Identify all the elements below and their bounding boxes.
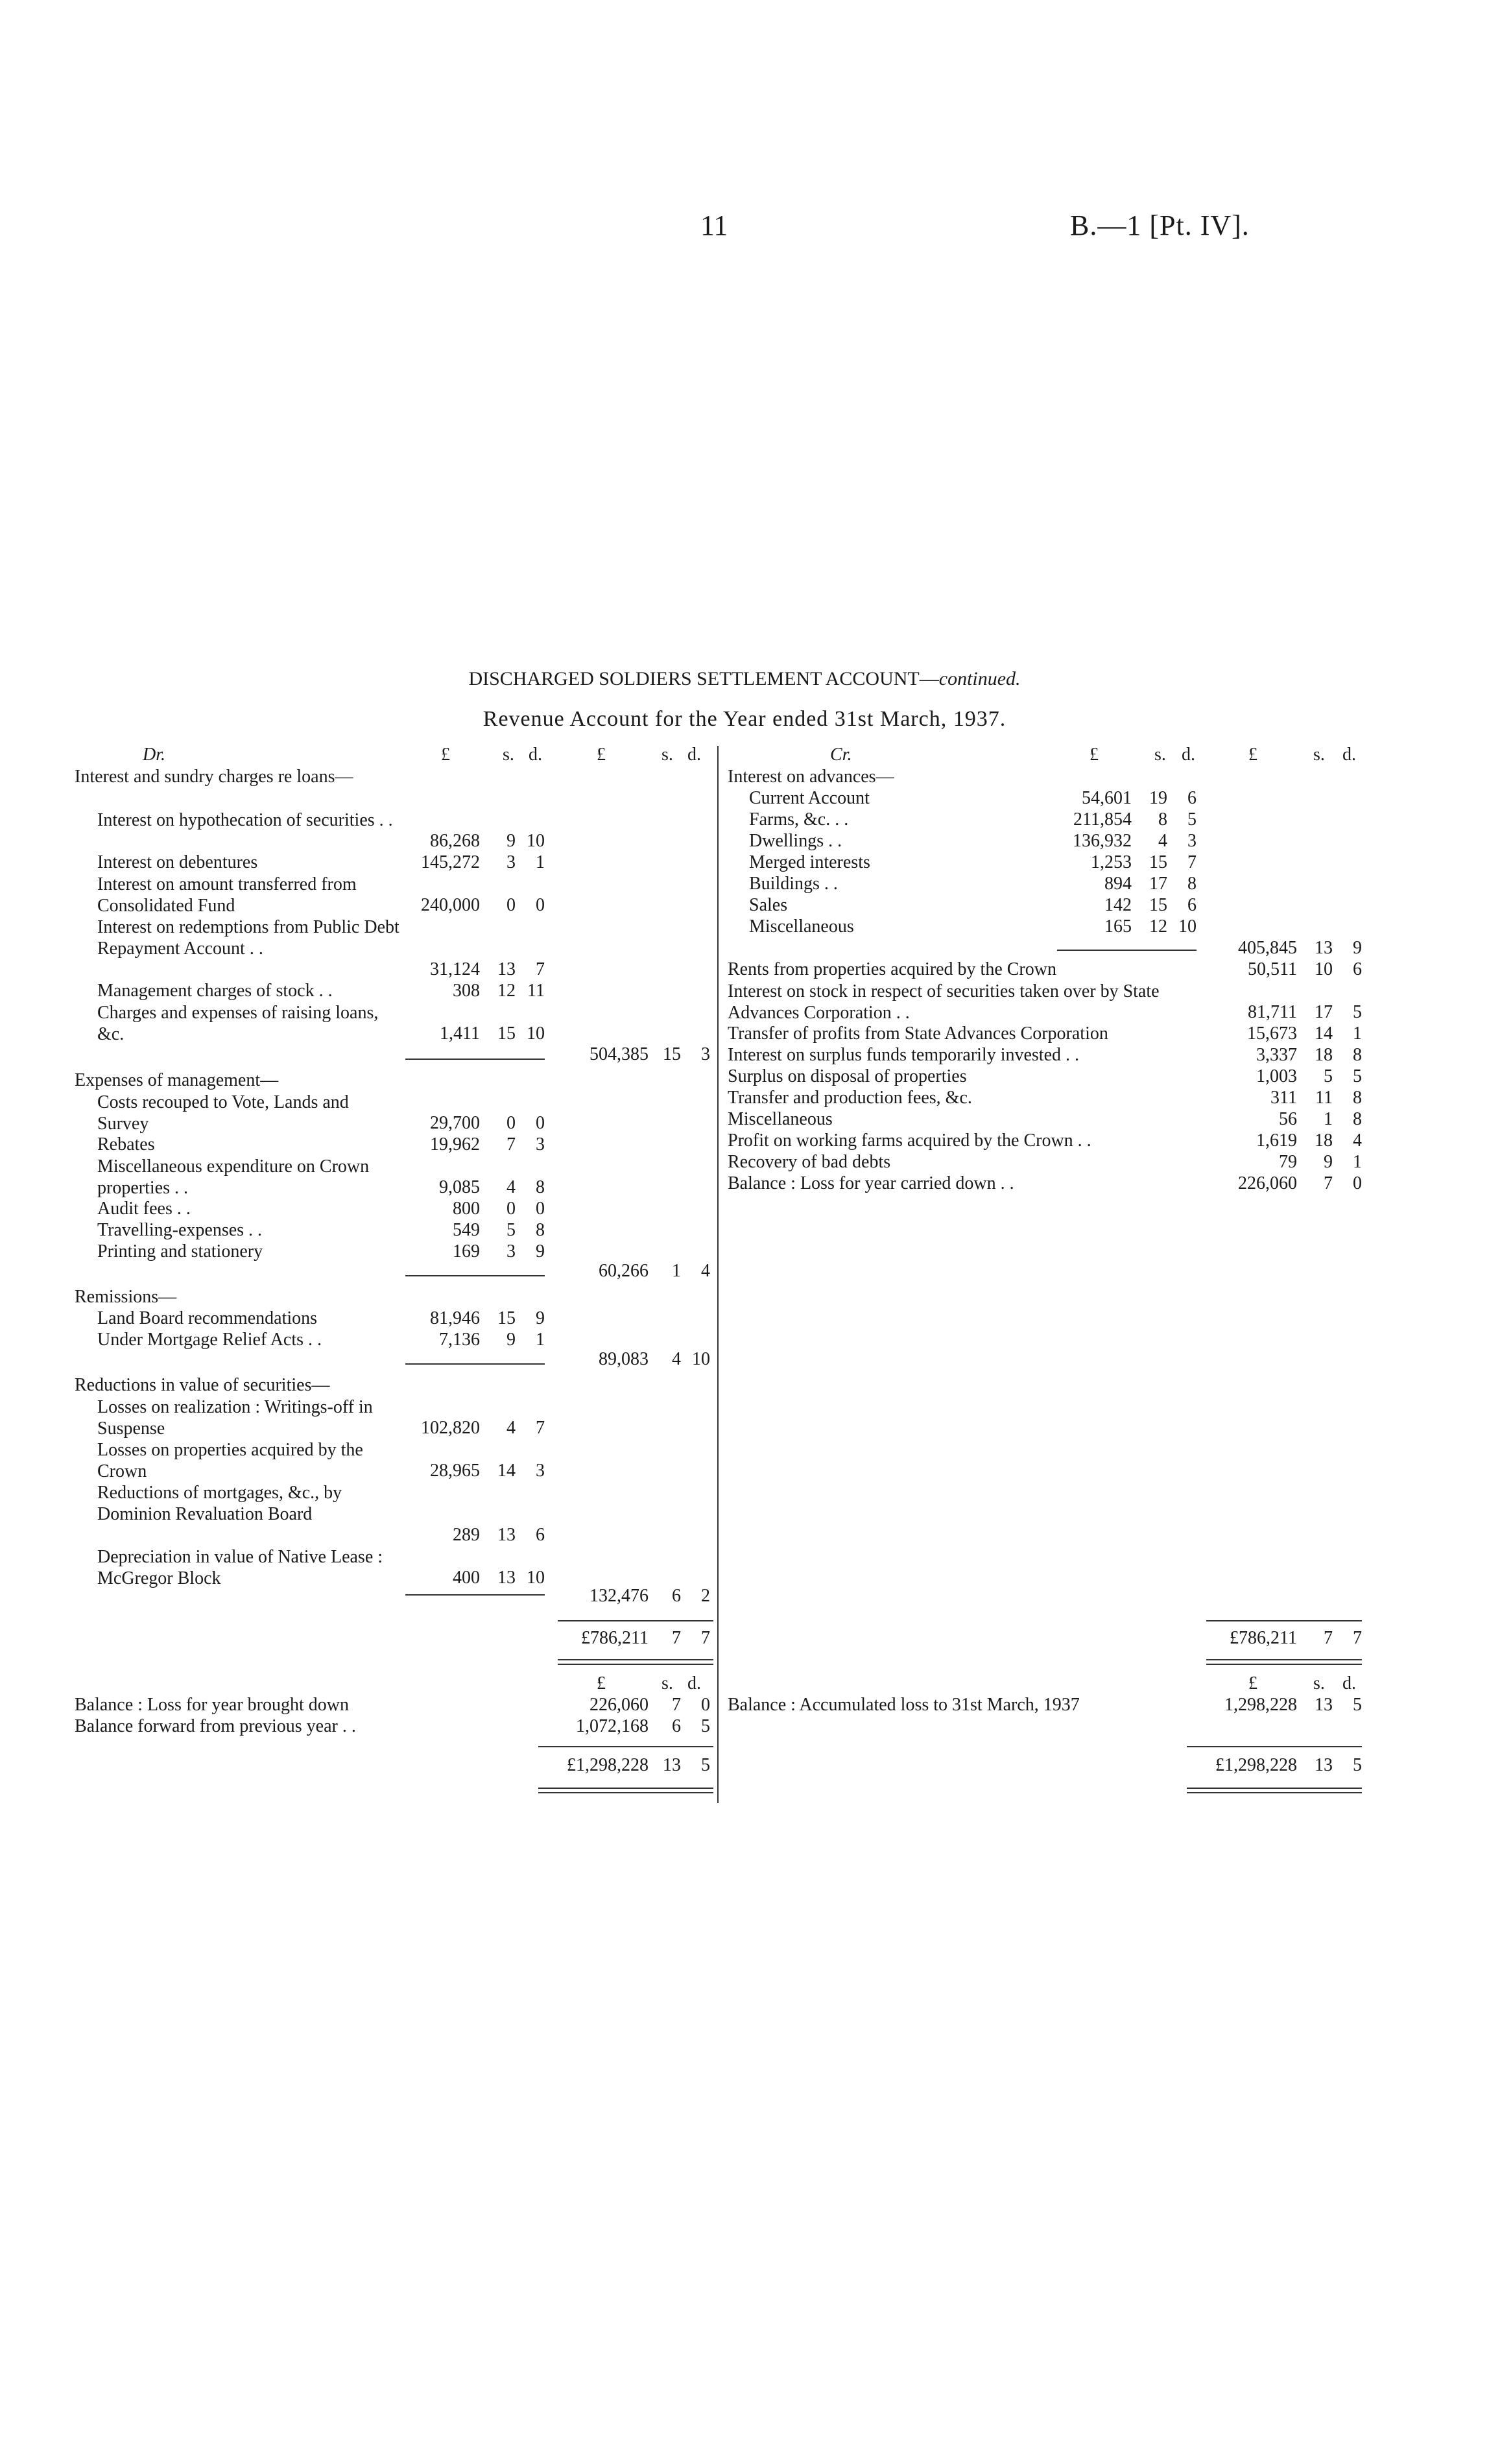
debit-pence: 9: [536, 1308, 545, 1328]
credit-pence: 5: [1353, 1066, 1362, 1086]
account-title: [0, 668, 1489, 690]
balance-debit-pounds: 226,060: [590, 1695, 649, 1715]
account-title-text: DISCHARGED SOLDIERS SETTLEMENT ACCOUNT—: [468, 668, 939, 689]
debit-shillings: 13: [497, 1525, 516, 1545]
debit-item: Depreciation in value of Native Lease : McGregor Block: [97, 1547, 383, 1588]
credit-pounds: 79: [1279, 1152, 1297, 1172]
debit-pence: 11: [527, 981, 545, 1001]
credit-pounds: 50,511: [1248, 959, 1297, 979]
credit-pence: 8: [1187, 874, 1197, 894]
credit-item: Merged interests: [749, 852, 870, 872]
debit-pounds: 289: [453, 1525, 480, 1545]
revenue-account-title: Revenue Account for the Year ended 31st March, 1937.: [482, 707, 1007, 731]
debit-shillings: 4: [506, 1418, 516, 1438]
credit-pounds: 1,253: [1091, 852, 1132, 872]
debit-group-interest: Interest and sundry charges re loans—: [75, 767, 353, 787]
debit-pounds: 7,136: [439, 1330, 480, 1350]
credit-item: Balance : Loss for year carried down . .: [728, 1173, 1014, 1193]
debit-item: Miscellaneous expenditure on Crown properties . .: [97, 1156, 370, 1198]
debit-shillings: 3: [506, 1241, 516, 1262]
credit-grand-total-pence: 7: [1353, 1628, 1362, 1648]
balance-credit-total-pounds: £1,298,228: [1215, 1755, 1297, 1775]
debit-pounds: 800: [453, 1199, 480, 1219]
pound-header: £: [1090, 745, 1099, 765]
pound-header: £: [441, 745, 450, 765]
credit-subtotal-shillings: 13: [1315, 938, 1333, 958]
debit-subtotal-pence: 3: [701, 1044, 710, 1064]
credit-shillings: 14: [1315, 1023, 1333, 1044]
d-header: d.: [687, 745, 701, 765]
balance-debit-total-pence: 5: [701, 1755, 710, 1775]
debit-item: Rebates: [97, 1134, 155, 1154]
dr-header: Dr.: [143, 745, 166, 765]
total-double-rule: [558, 1659, 713, 1665]
credit-pounds: 211,854: [1073, 809, 1132, 830]
total-double-rule: [1206, 1659, 1362, 1665]
credit-grand-total-shillings: 7: [1324, 1628, 1333, 1648]
credit-pounds: 54,601: [1082, 788, 1132, 808]
debit-item: Losses on realization : Writings-off in Suspense: [97, 1397, 373, 1439]
credit-pence: 6: [1353, 959, 1362, 979]
debit-item: Printing and stationery: [97, 1241, 263, 1262]
document-reference: B.—1 [Pt. IV].: [1070, 209, 1250, 241]
credit-group-advances: Interest on advances—: [728, 767, 894, 787]
subtotal-rule: [405, 1059, 545, 1060]
credit-pounds: 165: [1104, 916, 1132, 937]
debit-shillings: 12: [497, 981, 516, 1001]
debit-item: Reductions of mortgages, &c., by Dominion Revaluation Board: [97, 1483, 342, 1524]
credit-item: Surplus on disposal of properties: [728, 1066, 967, 1086]
debit-pence: 1: [536, 852, 545, 872]
cr-header: Cr.: [830, 745, 852, 765]
credit-pence: 6: [1187, 895, 1197, 915]
debit-subtotal-pounds: 504,385: [590, 1044, 649, 1064]
credit-shillings: 17: [1149, 874, 1167, 894]
credit-pounds: 142: [1104, 895, 1132, 915]
d-header: d.: [687, 1673, 701, 1693]
debit-pounds: 145,272: [421, 852, 480, 872]
debit-item: Land Board recommendations: [97, 1308, 318, 1328]
debit-item: Interest on amount transferred from Consolidated Fund: [97, 874, 357, 916]
debit-subtotal-pence: 4: [701, 1261, 710, 1281]
account-title-continued: continued.: [938, 668, 1021, 689]
balance-debit-total-pounds: £1,298,228: [567, 1755, 649, 1775]
debit-shillings: 9: [506, 831, 516, 851]
credit-item: Current Account: [749, 788, 870, 808]
subtotal-rule: [405, 1594, 545, 1596]
debit-pence: 10: [527, 1023, 545, 1044]
debit-pence: 10: [527, 831, 545, 851]
balance-debit-shillings: 7: [672, 1695, 681, 1715]
debit-pounds: 1,411: [440, 1023, 480, 1044]
credit-pounds: 311: [1270, 1088, 1297, 1108]
credit-pounds: 1,003: [1256, 1066, 1297, 1086]
credit-pounds: 56: [1279, 1109, 1297, 1129]
balance-debit-item: Balance : Loss for year brought down: [75, 1695, 349, 1715]
balance-credit-pence: 5: [1353, 1695, 1362, 1715]
debit-group-remissions: Remissions—: [75, 1287, 177, 1307]
debit-subtotal-shillings: 1: [672, 1261, 681, 1281]
debit-pounds: 9,085: [439, 1177, 480, 1197]
debit-item: Losses on properties acquired by the Crown: [97, 1440, 363, 1481]
debit-pence: 1: [536, 1330, 545, 1350]
credit-shillings: 19: [1149, 788, 1167, 808]
debit-shillings: 15: [497, 1308, 516, 1328]
credit-shillings: 18: [1315, 1045, 1333, 1065]
credit-pence: 4: [1353, 1130, 1362, 1151]
debit-pounds: 29,700: [430, 1113, 480, 1133]
credit-item: Miscellaneous: [728, 1109, 833, 1129]
credit-shillings: 17: [1315, 1002, 1333, 1022]
debit-pence: 7: [536, 959, 545, 979]
debit-pence: 9: [536, 1241, 545, 1262]
debit-pounds: 169: [453, 1241, 480, 1262]
debit-group-reductions: Reductions in value of securities—: [75, 1375, 330, 1395]
credit-pence: 7: [1187, 852, 1197, 872]
s-header: s.: [1313, 745, 1325, 765]
credit-pence: 8: [1353, 1109, 1362, 1129]
d-header: d.: [1342, 1673, 1356, 1693]
balance-credit-total-shillings: 13: [1315, 1755, 1333, 1775]
debit-item: Audit fees . .: [97, 1199, 191, 1219]
balance-credit-shillings: 13: [1315, 1695, 1333, 1715]
debit-shillings: 13: [497, 1568, 516, 1588]
credit-shillings: 15: [1149, 895, 1167, 915]
credit-subtotal-pounds: 405,845: [1238, 938, 1297, 958]
total-rule: [558, 1620, 713, 1621]
debit-subtotal-pence: 2: [701, 1586, 710, 1606]
credit-pounds: 1,619: [1256, 1130, 1297, 1151]
debit-pence: 0: [536, 1113, 545, 1133]
debit-pence: 3: [536, 1461, 545, 1481]
balance-credit-total-pence: 5: [1353, 1755, 1362, 1775]
balance-debit-pence: 0: [701, 1695, 710, 1715]
subtotal-rule: [405, 1363, 545, 1365]
balance-credit-item: Balance : Accumulated loss to 31st March, 1937: [728, 1695, 1080, 1715]
credit-item: Sales: [749, 895, 788, 915]
debit-pounds: 86,268: [430, 831, 480, 851]
debit-pence: 0: [536, 1199, 545, 1219]
credit-shillings: 12: [1149, 916, 1167, 937]
debit-group-expenses: Expenses of management—: [75, 1070, 279, 1090]
credit-pence: 5: [1353, 1002, 1362, 1022]
credit-pence: 10: [1178, 916, 1197, 937]
total-rule: [538, 1746, 713, 1747]
debit-pence: 7: [536, 1418, 545, 1438]
credit-pounds: 226,060: [1238, 1173, 1297, 1193]
credit-item: Interest on surplus funds temporarily invested . .: [728, 1045, 1080, 1065]
credit-item: Recovery of bad debts: [728, 1152, 891, 1172]
debit-shillings: 3: [506, 852, 516, 872]
d-header: d.: [1182, 745, 1195, 765]
debit-subtotal-pounds: 132,476: [590, 1586, 649, 1606]
credit-item: Miscellaneous: [749, 916, 854, 937]
column-divider: [717, 746, 719, 1803]
debit-item: Interest on debentures: [97, 852, 258, 872]
debit-shillings: 4: [506, 1177, 516, 1197]
pound-header: £: [1248, 1673, 1257, 1693]
debit-pence: 10: [527, 1568, 545, 1588]
credit-item: Interest on stock in respect of securities taken over by State Advances Corporation . .: [728, 981, 1160, 1023]
debit-item: Costs recouped to Vote, Lands and Survey: [97, 1092, 349, 1134]
credit-pounds: 894: [1104, 874, 1132, 894]
credit-item: Farms, &c. . .: [749, 809, 849, 830]
debit-shillings: 9: [506, 1330, 516, 1350]
s-header: s.: [503, 745, 514, 765]
balance-debit-total-shillings: 13: [663, 1755, 681, 1775]
debit-shillings: 15: [497, 1023, 516, 1044]
debit-item: Travelling-expenses . .: [97, 1220, 263, 1240]
credit-pounds: 136,932: [1073, 831, 1132, 851]
debit-shillings: 7: [506, 1134, 516, 1154]
total-double-rule: [1187, 1788, 1362, 1793]
debit-grand-total-pence: 7: [701, 1628, 710, 1648]
debit-pounds: 549: [453, 1220, 480, 1240]
debit-pounds: 308: [453, 981, 480, 1001]
credit-pounds: 15,673: [1247, 1023, 1297, 1044]
d-header: d.: [1342, 745, 1356, 765]
balance-debit-shillings: 6: [672, 1716, 681, 1736]
debit-subtotal-shillings: 4: [672, 1349, 681, 1369]
debit-pounds: 240,000: [421, 895, 480, 915]
s-header: s.: [1154, 745, 1166, 765]
total-double-rule: [538, 1788, 713, 1793]
debit-subtotal-shillings: 6: [672, 1586, 681, 1606]
credit-item: Transfer and production fees, &c.: [728, 1088, 972, 1108]
credit-shillings: 1: [1324, 1109, 1333, 1129]
credit-pence: 1: [1353, 1152, 1362, 1172]
debit-shillings: 0: [506, 895, 516, 915]
debit-pence: 8: [536, 1177, 545, 1197]
credit-pounds: 3,337: [1256, 1045, 1297, 1065]
debit-item: Management charges of stock . .: [97, 981, 333, 1001]
debit-subtotal-pence: 10: [692, 1349, 710, 1369]
debit-pence: 6: [536, 1525, 545, 1545]
debit-shillings: 14: [497, 1461, 516, 1481]
credit-shillings: 4: [1158, 831, 1167, 851]
debit-item: Interest on hypothecation of securities . .: [97, 810, 393, 830]
debit-pence: 3: [536, 1134, 545, 1154]
debit-shillings: 5: [506, 1220, 516, 1240]
debit-pounds: 28,965: [430, 1461, 480, 1481]
debit-pounds: 81,946: [430, 1308, 480, 1328]
credit-shillings: 7: [1324, 1173, 1333, 1193]
debit-grand-total-shillings: 7: [672, 1628, 681, 1648]
debit-pounds: 31,124: [430, 959, 480, 979]
credit-grand-total-pounds: £786,211: [1230, 1628, 1297, 1648]
credit-pence: 1: [1353, 1023, 1362, 1044]
s-header: s.: [661, 745, 673, 765]
credit-pence: 0: [1353, 1173, 1362, 1193]
credit-shillings: 8: [1158, 809, 1167, 830]
balance-debit-item: Balance forward from previous year . .: [75, 1716, 356, 1736]
pound-header: £: [597, 745, 606, 765]
credit-item: Buildings . .: [749, 874, 838, 894]
credit-item: Profit on working farms acquired by the Crown . .: [728, 1130, 1091, 1151]
subtotal-rule: [1057, 950, 1197, 951]
credit-pence: 5: [1187, 809, 1197, 830]
credit-item: Rents from properties acquired by the Crown: [728, 959, 1056, 979]
credit-subtotal-pence: 9: [1353, 938, 1362, 958]
s-header: s.: [661, 1673, 673, 1693]
debit-pence: 0: [536, 895, 545, 915]
balance-credit-pounds: 1,298,228: [1224, 1695, 1297, 1715]
credit-shillings: 18: [1315, 1130, 1333, 1151]
subtotal-rule: [405, 1275, 545, 1276]
total-rule: [1206, 1620, 1362, 1621]
credit-pence: 8: [1353, 1045, 1362, 1065]
debit-pence: 8: [536, 1220, 545, 1240]
debit-pounds: 102,820: [421, 1418, 480, 1438]
credit-shillings: 10: [1315, 959, 1333, 979]
credit-pence: 6: [1187, 788, 1197, 808]
credit-item: Transfer of profits from State Advances Corporation: [728, 1023, 1108, 1044]
debit-pounds: 19,962: [430, 1134, 480, 1154]
debit-shillings: 13: [497, 959, 516, 979]
credit-shillings: 9: [1324, 1152, 1333, 1172]
debit-grand-total-pounds: £786,211: [581, 1628, 649, 1648]
credit-pounds: 81,711: [1248, 1002, 1297, 1022]
credit-shillings: 5: [1324, 1066, 1333, 1086]
debit-pounds: 400: [453, 1568, 480, 1588]
balance-debit-pence: 5: [701, 1716, 710, 1736]
debit-shillings: 0: [506, 1113, 516, 1133]
credit-shillings: 15: [1149, 852, 1167, 872]
credit-shillings: 11: [1315, 1088, 1333, 1108]
debit-item: Charges and expenses of raising loans, &c.: [97, 1003, 379, 1044]
total-rule: [1187, 1746, 1362, 1747]
s-header: s.: [1313, 1673, 1325, 1693]
debit-item: Interest on redemptions from Public Debt Repayment Account . .: [97, 917, 399, 959]
debit-item: Under Mortgage Relief Acts . .: [97, 1330, 322, 1350]
debit-subtotal-pounds: 60,266: [599, 1261, 649, 1281]
credit-pence: 8: [1353, 1088, 1362, 1108]
d-header: d.: [529, 745, 542, 765]
page-number: 11: [700, 209, 728, 241]
credit-pence: 3: [1187, 831, 1197, 851]
balance-debit-pounds: 1,072,168: [576, 1716, 649, 1736]
debit-subtotal-pounds: 89,083: [599, 1349, 649, 1369]
pound-header: £: [597, 1673, 606, 1693]
credit-item: Dwellings . .: [749, 831, 842, 851]
debit-subtotal-shillings: 15: [663, 1044, 681, 1064]
pound-header: £: [1248, 745, 1257, 765]
debit-shillings: 0: [506, 1199, 516, 1219]
